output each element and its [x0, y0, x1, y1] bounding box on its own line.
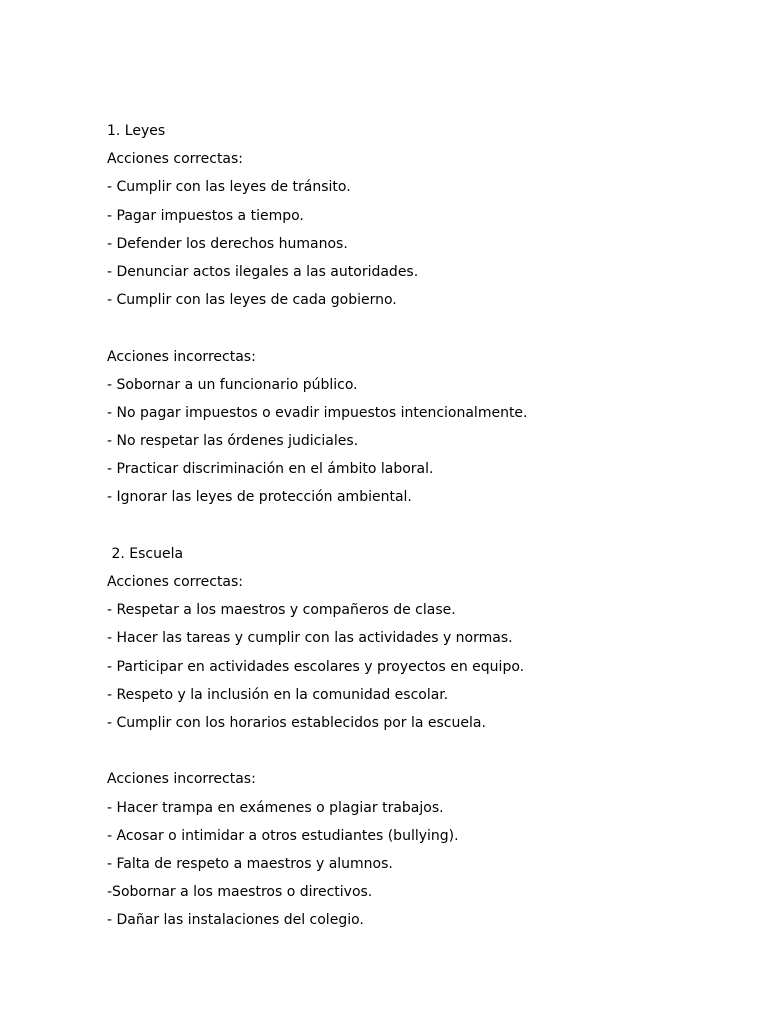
- document-page: [107, 117, 727, 934]
- list-item: - Cumplir con las leyes de tránsito.: [107, 179, 351, 196]
- list-item: - Dañar las instalaciones del colegio.: [107, 912, 364, 929]
- list-item: -Sobornar a los maestros o directivos.: [107, 884, 373, 901]
- list-item: - Cumplir con los horarios establecidos por la escuela.: [107, 714, 486, 731]
- section-leyes: [107, 117, 727, 540]
- blank-line: [107, 314, 727, 342]
- list-item: - Sobornar a un funcionario público.: [107, 376, 358, 393]
- correct-actions-heading: Acciones correctas:: [107, 151, 244, 168]
- blank-line: [107, 737, 727, 765]
- incorrect-actions-heading: Acciones incorrectas:: [107, 771, 256, 788]
- list-item: - Respetar a los maestros y compañeros de clase.: [107, 602, 456, 619]
- list-item: - Respeto y la inclusión en la comunidad escolar.: [107, 686, 449, 703]
- correct-actions-heading: Acciones correctas:: [107, 574, 244, 590]
- list-item: - Hacer trampa en exámenes o plagiar trabajos.: [107, 799, 444, 816]
- blank-line: [107, 512, 727, 540]
- incorrect-actions-heading: Acciones incorrectas:: [107, 348, 256, 365]
- list-item: - Practicar discriminación en el ámbito laboral.: [107, 461, 434, 478]
- list-item: - Falta de respeto a maestros y alumnos.: [107, 855, 393, 872]
- section-title: 1. Leyes: [107, 123, 166, 139]
- section-title: 2. Escuela: [107, 545, 184, 562]
- section-escuela: [107, 540, 727, 935]
- list-item: - Acosar o intimidar a otros estudiantes (bullying).: [107, 827, 459, 844]
- list-item: - Denunciar actos ilegales a las autoridades.: [107, 263, 419, 280]
- list-item: - No respetar las órdenes judiciales.: [107, 433, 359, 450]
- list-item: - Participar en actividades escolares y proyectos en equipo.: [107, 658, 525, 675]
- list-item: - Hacer las tareas y cumplir con las actividades y normas.: [107, 630, 513, 647]
- list-item: - Pagar impuestos a tiempo.: [107, 207, 304, 224]
- list-item: - Ignorar las leyes de protección ambiental.: [107, 489, 412, 506]
- list-item: - Cumplir con las leyes de cada gobierno.: [107, 292, 397, 309]
- list-item: - No pagar impuestos o evadir impuestos intencionalmente.: [107, 404, 528, 421]
- list-item: - Defender los derechos humanos.: [107, 235, 348, 252]
